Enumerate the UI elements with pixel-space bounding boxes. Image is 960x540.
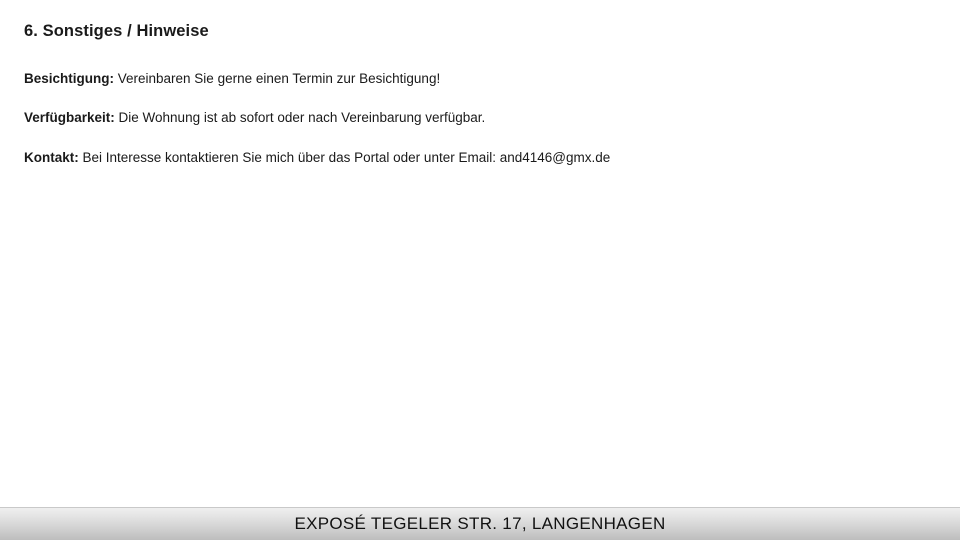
paragraph-besichtigung: [24, 70, 936, 88]
paragraph-label-besichtigung: Besichtigung:: [24, 70, 114, 86]
paragraph-text-verfuegbarkeit: Die Wohnung ist ab sofort oder nach Vereinbarung verfügbar.: [114, 110, 486, 126]
footer-title: EXPOSÉ TEGELER STR. 17, LANGENHAGEN: [294, 514, 666, 533]
paragraph-text-besichtigung: Vereinbaren Sie gerne einen Termin zur Besichtigung!: [114, 70, 441, 86]
slide-content: [24, 22, 936, 188]
paragraph-verfuegbarkeit: [24, 109, 936, 127]
paragraph-label-kontakt: Kontakt:: [24, 149, 79, 165]
page-title: 6. Sonstiges / Hinweise: [24, 22, 209, 40]
paragraph-text-kontakt: Bei Interesse kontaktieren Sie mich über das Portal oder unter Email: and4146@gmx.de: [78, 149, 611, 165]
paragraph-label-verfuegbarkeit: Verfügbarkeit:: [24, 110, 115, 126]
paragraph-kontakt: [24, 149, 936, 167]
footer-bar: [0, 507, 960, 540]
